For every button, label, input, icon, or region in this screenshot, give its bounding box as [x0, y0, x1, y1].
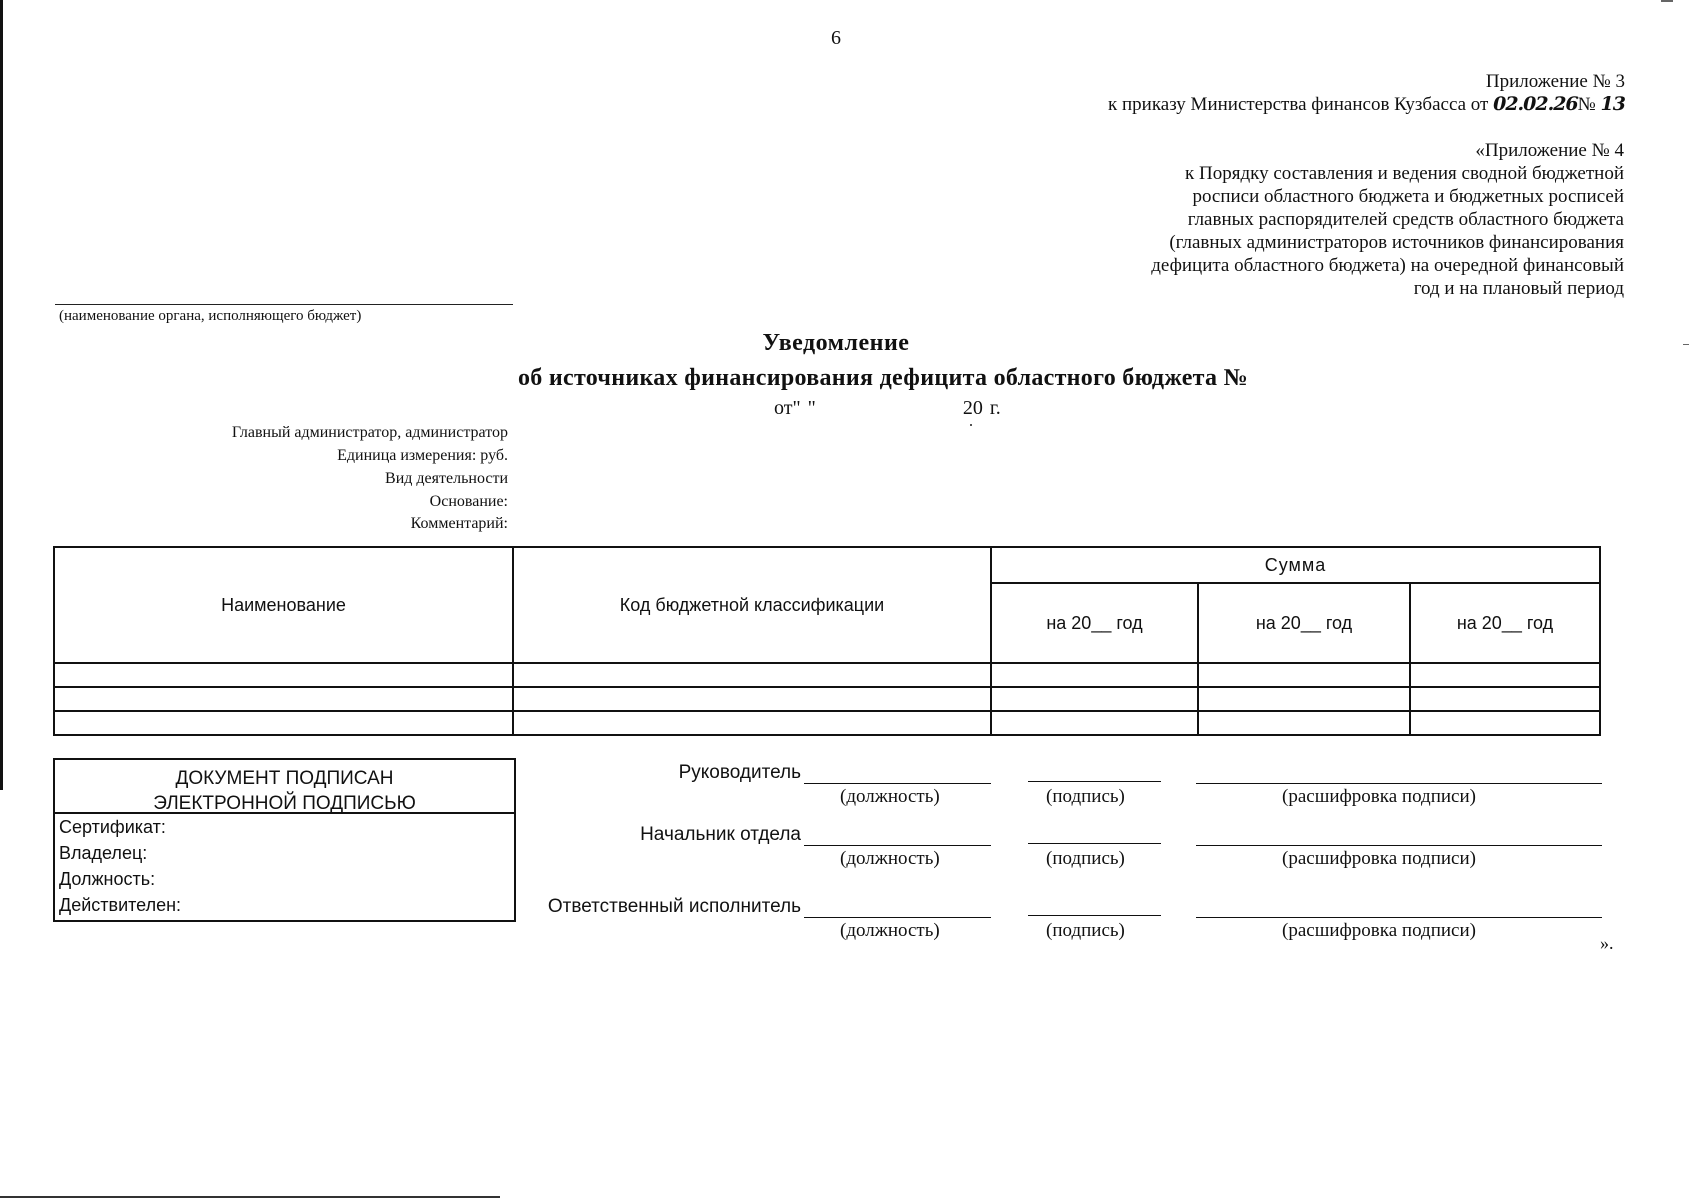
decoding-line — [1196, 917, 1602, 918]
appendix-procedure-line: росписи областного бюджета и бюджетных росписей — [1192, 186, 1624, 207]
signatory-role: Ответственный исполнитель — [547, 896, 801, 917]
column-header-code: Код бюджетной классификации — [513, 547, 991, 663]
meta-basis: Основание: — [429, 493, 508, 510]
appendix-line1: Приложение № 3 — [1485, 71, 1625, 92]
scan-mark — [1661, 0, 1673, 2]
table-row — [54, 711, 1600, 735]
decoding-caption: (расшифровка подписи) — [1282, 920, 1476, 941]
appendix-line2 — [1108, 93, 1625, 116]
signature-box-title: ЭЛЕКТРОННОЙ ПОДПИСЬЮ — [153, 793, 416, 814]
signatory-role: Руководитель — [678, 762, 801, 783]
table-row — [54, 687, 1600, 711]
number-sign: № — [1577, 94, 1596, 115]
column-header-year: на 20__ год — [1198, 583, 1410, 663]
page-number: 6 — [831, 27, 841, 49]
decoding-line — [1196, 845, 1602, 846]
appendix-order-text: к приказу Министерства финансов Кузбасса от — [1108, 94, 1489, 115]
position-line — [804, 783, 991, 784]
meta-comment: Комментарий: — [410, 515, 508, 532]
scan-edge-bottom — [0, 1196, 500, 1198]
column-header-year: на 20__ год — [1410, 583, 1600, 663]
scan-edge-left — [0, 0, 3, 790]
electronic-signature-box — [53, 758, 516, 922]
appendix-header — [1108, 70, 1625, 116]
document-title: Уведомление — [762, 330, 910, 356]
signature-box-header — [55, 760, 514, 814]
meta-activity: Вид деятельности — [385, 470, 508, 487]
appendix-procedure-line: год и на плановый период — [1413, 278, 1624, 299]
meta-unit: Единица измерения: руб. — [337, 447, 508, 464]
table-row — [54, 663, 1600, 687]
decoding-line — [1196, 783, 1602, 784]
handwritten-number: 13 — [1600, 93, 1625, 115]
appendix-procedure-line: «Приложение № 4 — [1475, 140, 1624, 161]
signatory-role: Начальник отдела — [640, 824, 801, 845]
appendix-procedure-line: к Порядку составления и ведения сводной бюджетной — [1185, 163, 1624, 184]
scan-mark — [1683, 344, 1689, 345]
document-subtitle: об источниках финансирования дефицита областного бюджета № — [518, 365, 1249, 391]
valid-field: Действителен: — [59, 895, 182, 915]
decoding-caption: (расшифровка подписи) — [1282, 848, 1476, 869]
owner-field: Владелец: — [59, 843, 148, 863]
position-caption: (должность) — [840, 920, 940, 941]
closing-quote: ». — [1600, 933, 1614, 953]
signature-caption: (подпись) — [1046, 848, 1125, 869]
handwritten-date: 02.02.26 — [1493, 93, 1578, 115]
signature-caption: (подпись) — [1046, 920, 1125, 941]
column-header-year: на 20__ год — [991, 583, 1198, 663]
signature-line — [1028, 843, 1161, 844]
position-line — [804, 845, 991, 846]
position-line — [804, 917, 991, 918]
date-year: 20 г. — [962, 397, 1001, 419]
column-header-name: Наименование — [54, 547, 513, 663]
org-name-line — [55, 304, 513, 305]
signature-line — [1028, 915, 1161, 916]
position-caption: (должность) — [840, 848, 940, 869]
signature-caption: (подпись) — [1046, 786, 1125, 807]
sources-table — [53, 546, 1601, 736]
column-header-sum: Сумма — [991, 547, 1600, 583]
appendix-procedure-line: дефицита областного бюджета) на очередной финансовый — [1151, 255, 1624, 276]
date-line — [774, 397, 1001, 420]
org-name-caption: (наименование органа, исполняющего бюджет) — [59, 308, 362, 324]
position-caption: (должность) — [840, 786, 940, 807]
signature-box-title: ДОКУМЕНТ ПОДПИСАН — [175, 768, 394, 789]
appendix-procedure-line: (главных администраторов источников финансирования — [1169, 232, 1624, 253]
position-field: Должность: — [59, 869, 156, 889]
meta-administrator: Главный администратор, администратор — [231, 424, 508, 441]
date-quote: " — [807, 397, 816, 419]
scan-dot — [970, 424, 972, 426]
appendix-procedure — [1151, 139, 1624, 300]
signature-line — [1028, 781, 1161, 782]
appendix-procedure-line: главных распорядителей средств областного бюджета — [1187, 209, 1624, 230]
date-from: от" — [774, 397, 801, 419]
certificate-field: Сертификат: — [59, 817, 166, 837]
decoding-caption: (расшифровка подписи) — [1282, 786, 1476, 807]
